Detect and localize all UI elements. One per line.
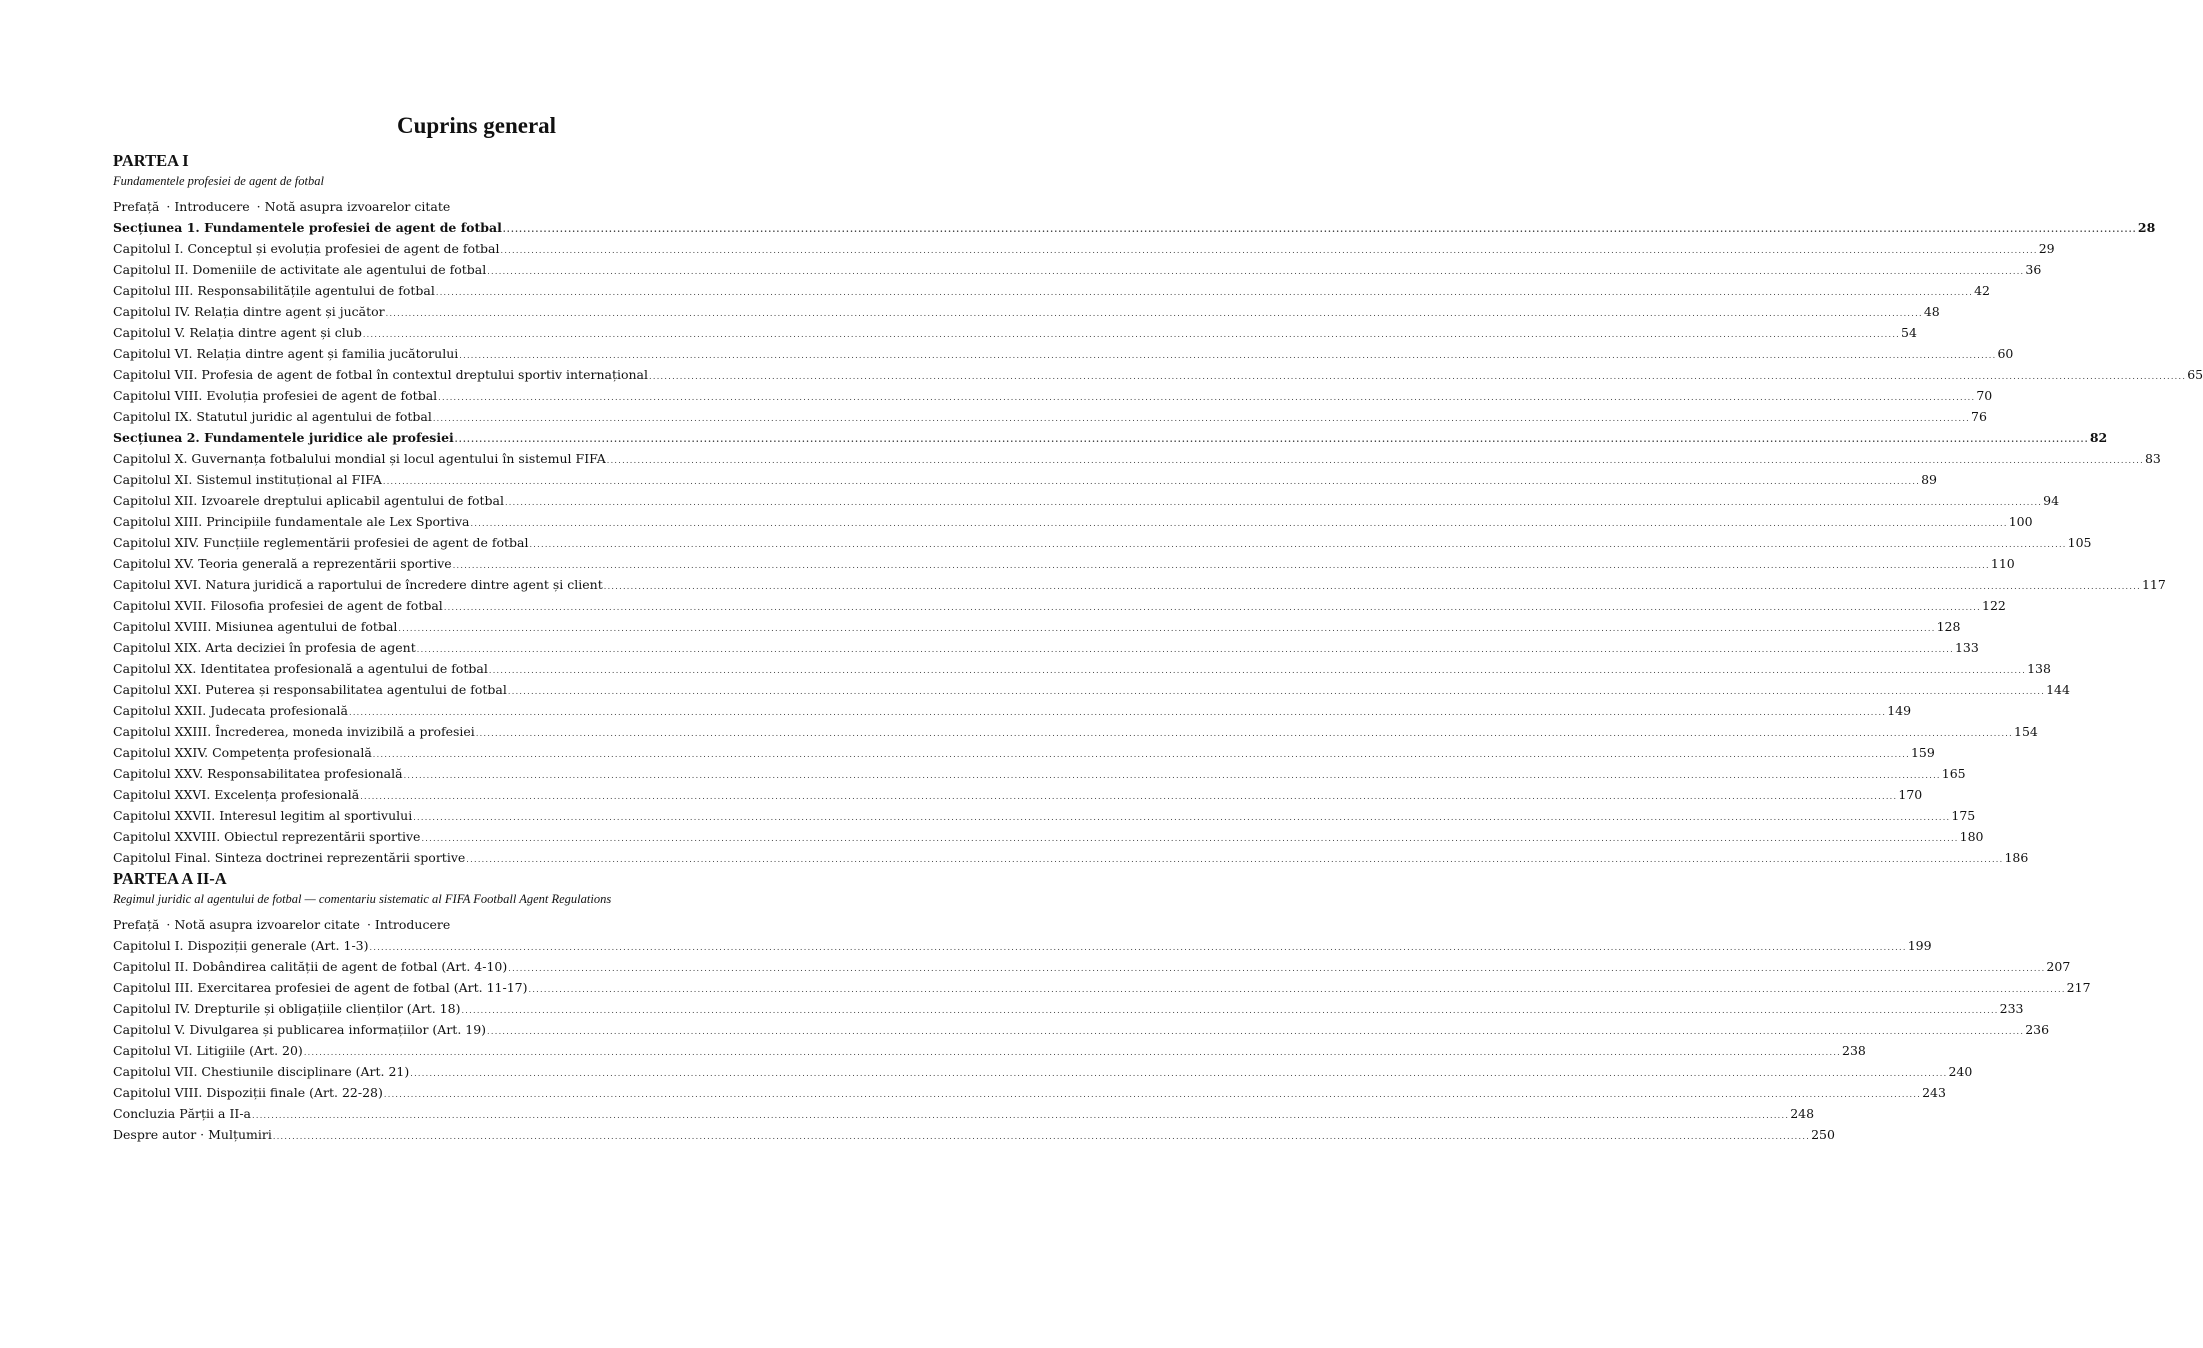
toc-entry-label: Capitolul XXIII. Încrederea, moneda invizibilă a profesiei [113, 724, 475, 739]
toc-entry-row[interactable] [113, 259, 2042, 280]
page-title: Cuprins general [396, 113, 557, 138]
dot-leader: ................................................................................................................................................................................................................................................................................................................................................................................................................ [416, 645, 1954, 654]
toc-page-number: 159 [1910, 745, 1935, 760]
dot-leader: ................................................................................................................................................................................................................................................................................................................................................................................................................ [603, 582, 2141, 591]
toc-entry-label: Capitolul VI. Litigiile (Art. 20) [113, 1043, 303, 1058]
part-heading: PARTEA A II-A [113, 869, 227, 888]
toc-page-number: 175 [1951, 808, 1976, 823]
toc-page-number: 180 [1959, 829, 1984, 844]
toc-entry-row[interactable] [113, 721, 2038, 742]
front-matter-item[interactable]: Prefață [113, 917, 160, 932]
toc-entry-label: Capitolul IX. Statutul juridic al agentului de fotbal [113, 409, 432, 424]
dot-leader: ................................................................................................................................................................................................................................................................................................................................................................................................................ [383, 1090, 1922, 1099]
toc-page-number: 217 [2066, 980, 2091, 995]
toc-entry-label: Capitolul III. Responsabilitățile agentului de fotbal [113, 283, 435, 298]
toc-page-number: 122 [1982, 598, 2006, 613]
separator-dot: · [256, 199, 261, 214]
toc-page-number: 128 [1936, 619, 1961, 634]
dot-leader: ................................................................................................................................................................................................................................................................................................................................................................................................................ [382, 477, 1921, 486]
front-matter-item[interactable]: Prefață [113, 199, 160, 214]
toc-entry-row[interactable] [113, 826, 1984, 847]
toc-entry-row[interactable] [113, 448, 2161, 469]
toc-entry-label: Capitolul V. Divulgarea și publicarea informațiilor (Art. 19) [113, 1022, 487, 1037]
dot-leader: ................................................................................................................................................................................................................................................................................................................................................................................................................ [435, 288, 1974, 297]
toc-section-row[interactable] [113, 427, 2108, 448]
toc-entry-row[interactable] [113, 511, 2033, 532]
toc-entry-label: Capitolul VIII. Dispoziții finale (Art. 22-28) [113, 1085, 383, 1100]
toc-entry-label: Capitolul X. Guvernanța fotbalului mondial și locul agentului în sistemul FIFA [113, 451, 606, 466]
toc-entry-row[interactable] [113, 595, 2006, 616]
toc-page-number: 149 [1887, 703, 1912, 718]
front-matter-line [113, 196, 826, 217]
toc-page-number: 29 [2038, 241, 2055, 256]
part-subtitle: Fundamentele profesiei de agent de fotbal [113, 174, 324, 188]
toc-entry-label: Secțiunea 2. Fundamentele juridice ale profesiei [113, 430, 454, 445]
toc-entry-label: Capitolul II. Dobândirea calității de agent de fotbal (Art. 4-10) [113, 959, 508, 974]
toc-page-number: 233 [1999, 1001, 2024, 1016]
toc-entry-label: Capitolul XX. Identitatea profesională a agentului de fotbal [113, 661, 488, 676]
toc-page-number: 133 [1954, 640, 1979, 655]
toc-entry-label: Capitolul XIII. Principiile fundamentale ale Lex Sportiva [113, 514, 470, 529]
dot-leader: ................................................................................................................................................................................................................................................................................................................................................................................................................ [529, 540, 2067, 549]
dot-leader: ................................................................................................................................................................................................................................................................................................................................................................................................................ [466, 855, 2004, 864]
toc-entry-row[interactable] [113, 805, 1976, 826]
toc-entry-label: Secțiunea 1. Fundamentele profesiei de agent de fotbal [113, 220, 502, 235]
toc-page-number: 186 [2004, 850, 2029, 865]
toc-page-number: 76 [1971, 409, 1987, 424]
toc-entry-label: Concluzia Părții a II-a [113, 1106, 252, 1121]
front-matter-item[interactable]: Notă asupra izvoarelor citate [264, 199, 451, 214]
toc-page-number: 199 [1907, 938, 1932, 953]
toc-page-number: 144 [2046, 682, 2070, 697]
dot-leader: ................................................................................................................................................................................................................................................................................................................................................................................................................ [369, 943, 1907, 952]
toc-entry-row[interactable] [113, 1019, 2050, 1040]
dot-leader: ................................................................................................................................................................................................................................................................................................................................................................................................................ [488, 666, 2027, 675]
toc-entry-row[interactable] [113, 763, 1966, 784]
toc-entry-row[interactable] [113, 532, 2092, 553]
toc-page-number: 54 [1901, 325, 1917, 340]
toc-entry-label: Despre autor · Mulțumiri [113, 1127, 272, 1142]
dot-leader: ................................................................................................................................................................................................................................................................................................................................................................................................................ [432, 414, 1971, 423]
toc-entry-label: Capitolul XV. Teoria generală a reprezentării sportive [113, 556, 452, 571]
dot-leader: ................................................................................................................................................................................................................................................................................................................................................................................................................ [410, 1069, 1948, 1078]
toc-entry-row[interactable] [113, 742, 1935, 763]
toc-entry-row[interactable] [113, 977, 2091, 998]
toc-entry-row[interactable] [113, 616, 1961, 637]
dot-leader: ................................................................................................................................................................................................................................................................................................................................................................................................................ [470, 519, 2008, 528]
dot-leader: ................................................................................................................................................................................................................................................................................................................................................................................................................ [507, 687, 2046, 696]
toc-entry-label: Capitolul XVIII. Misiunea agentului de fotbal [113, 619, 398, 634]
toc-entry-label: Capitolul Final. Sinteza doctrinei reprezentării sportive [113, 850, 466, 865]
separator-dot: · [166, 917, 171, 932]
toc-entry-label: Capitolul XXII. Judecata profesională [113, 703, 348, 718]
toc-entry-row[interactable] [113, 1061, 1973, 1082]
toc-entry-label: Capitolul XXI. Puterea și responsabilitatea agentului de fotbal [113, 682, 507, 697]
toc-section-row[interactable] [113, 217, 2156, 238]
toc-page-number: 60 [1997, 346, 2014, 361]
separator-dot: · [166, 199, 171, 214]
dot-leader: ................................................................................................................................................................................................................................................................................................................................................................................................................ [500, 246, 2038, 255]
toc-page-number: 36 [2025, 262, 2042, 277]
toc-entry-row[interactable] [113, 956, 2071, 977]
toc-page-number: 110 [1990, 556, 2015, 571]
toc-entry-label: Capitolul XXVIII. Obiectul reprezentării sportive [113, 829, 421, 844]
toc-entry-row[interactable] [113, 364, 2203, 385]
dot-leader: ................................................................................................................................................................................................................................................................................................................................................................................................................ [504, 498, 2043, 507]
toc-entry-label: Capitolul VIII. Evoluția profesiei de agent de fotbal [113, 388, 438, 403]
front-matter-item[interactable]: Introducere [174, 199, 250, 214]
toc-entry-label: Capitolul XVII. Filosofia profesiei de agent de fotbal [113, 598, 443, 613]
toc-entry-row[interactable] [113, 574, 2166, 595]
toc-entry-label: Capitolul XIV. Funcțiile reglementării profesiei de agent de fotbal [113, 535, 529, 550]
toc-entry-row[interactable] [113, 238, 2055, 259]
dot-leader: ................................................................................................................................................................................................................................................................................................................................................................................................................ [459, 351, 1997, 360]
toc-entry-label: Capitolul VII. Profesia de agent de fotbal în contextul dreptului sportiv internațional [113, 367, 649, 382]
toc-page-number: 65 [2187, 367, 2203, 382]
toc-entry-row[interactable] [113, 847, 2029, 868]
dot-leader: ................................................................................................................................................................................................................................................................................................................................................................................................................ [272, 1132, 1811, 1141]
toc-entry-row[interactable] [113, 679, 2070, 700]
toc-page-number: 240 [1948, 1064, 1973, 1079]
dot-leader: ................................................................................................................................................................................................................................................................................................................................................................................................................ [421, 834, 1959, 843]
toc-page-number: 238 [1842, 1043, 1866, 1058]
toc-entry-row[interactable] [113, 490, 2060, 511]
toc-page-number: 170 [1898, 787, 1923, 802]
front-matter-item[interactable]: Notă asupra izvoarelor citate [174, 917, 360, 932]
dot-leader: ................................................................................................................................................................................................................................................................................................................................................................................................................ [487, 1027, 2025, 1036]
toc-entry-row[interactable] [113, 553, 2015, 574]
dot-leader: ................................................................................................................................................................................................................................................................................................................................................................................................................ [252, 1111, 1790, 1120]
toc-entry-row[interactable] [113, 385, 1993, 406]
toc-entry-row[interactable] [113, 1040, 1866, 1061]
part-section [113, 868, 2091, 1145]
table-of-contents [113, 150, 2203, 1145]
toc-entry-row[interactable] [113, 935, 1932, 956]
dot-leader: ................................................................................................................................................................................................................................................................................................................................................................................................................ [649, 372, 2187, 381]
toc-entry-row[interactable] [113, 406, 1987, 427]
dot-leader: ................................................................................................................................................................................................................................................................................................................................................................................................................ [452, 561, 1990, 570]
dot-leader: ................................................................................................................................................................................................................................................................................................................................................................................................................ [403, 771, 1941, 780]
dot-leader: ................................................................................................................................................................................................................................................................................................................................................................................................................ [475, 729, 2013, 738]
dot-leader: ................................................................................................................................................................................................................................................................................................................................................................................................................ [454, 434, 2089, 444]
toc-entry-label: Capitolul I. Dispoziții generale (Art. 1-3) [113, 938, 369, 953]
toc-entry-row[interactable] [113, 658, 2051, 679]
dot-leader: ................................................................................................................................................................................................................................................................................................................................................................................................................ [461, 1006, 1999, 1015]
part-section [113, 150, 2203, 868]
toc-entry-row[interactable] [113, 1082, 1946, 1103]
toc-entry-label: Capitolul XXIV. Competența profesională [113, 745, 372, 760]
dot-leader: ................................................................................................................................................................................................................................................................................................................................................................................................................ [398, 624, 1936, 633]
toc-entry-row[interactable] [113, 998, 2024, 1019]
dot-leader: ................................................................................................................................................................................................................................................................................................................................................................................................................ [303, 1048, 1842, 1057]
dot-leader: ................................................................................................................................................................................................................................................................................................................................................................................................................ [502, 224, 2137, 234]
toc-page-number: 94 [2043, 493, 2060, 508]
toc-page-number: 165 [1941, 766, 1966, 781]
toc-entry-label: Capitolul XIX. Arta deciziei în profesia de agent [113, 640, 416, 655]
part-heading: PARTEA I [113, 151, 189, 170]
toc-entry-label: Capitolul IV. Drepturile și obligațiile clienților (Art. 18) [113, 1001, 461, 1016]
toc-page-number: 82 [2089, 430, 2108, 445]
dot-leader: ................................................................................................................................................................................................................................................................................................................................................................................................................ [360, 792, 1898, 801]
toc-entry-row[interactable] [113, 637, 1979, 658]
dot-leader: ................................................................................................................................................................................................................................................................................................................................................................................................................ [528, 985, 2066, 994]
toc-entry-label: Capitolul XII. Izvoarele dreptului aplicabil agentului de fotbal [113, 493, 504, 508]
dot-leader: ................................................................................................................................................................................................................................................................................................................................................................................................................ [438, 393, 1976, 402]
toc-page-number: 28 [2137, 220, 2156, 235]
toc-entry-row[interactable] [113, 322, 1917, 343]
toc-page-number: 48 [1923, 304, 1940, 319]
toc-entry-label: Capitolul VI. Relația dintre agent și familia jucătorului [113, 346, 459, 361]
toc-entry-row[interactable] [113, 469, 1937, 490]
toc-entry-label: Capitolul VII. Chestiunile disciplinare (Art. 21) [113, 1064, 410, 1079]
toc-entry-label: Capitolul V. Relația dintre agent și club [113, 325, 362, 340]
toc-page-number: 154 [2014, 724, 2038, 739]
dot-leader: ................................................................................................................................................................................................................................................................................................................................................................................................................ [508, 964, 2046, 973]
toc-entry-label: Capitolul II. Domeniile de activitate ale agentului de fotbal [113, 262, 487, 277]
separator-dot: · [366, 917, 371, 932]
dot-leader: ................................................................................................................................................................................................................................................................................................................................................................................................................ [443, 603, 1981, 612]
toc-page-number: 83 [2144, 451, 2161, 466]
dot-leader: ................................................................................................................................................................................................................................................................................................................................................................................................................ [385, 309, 1923, 318]
toc-page-number: 248 [1790, 1106, 1815, 1121]
toc-page-number: 105 [2067, 535, 2092, 550]
dot-leader: ................................................................................................................................................................................................................................................................................................................................................................................................................ [606, 456, 2144, 465]
dot-leader: ................................................................................................................................................................................................................................................................................................................................................................................................................ [413, 813, 1951, 822]
dot-leader: ................................................................................................................................................................................................................................................................................................................................................................................................................ [349, 708, 1887, 717]
toc-entry-row[interactable] [113, 1124, 1835, 1145]
dot-leader: ................................................................................................................................................................................................................................................................................................................................................................................................................ [372, 750, 1910, 759]
toc-entry-row[interactable] [113, 280, 1990, 301]
toc-entry-label: Capitolul XXV. Responsabilitatea profesională [113, 766, 403, 781]
toc-entry-label: Capitolul XI. Sistemul instituțional al FIFA [113, 472, 382, 487]
toc-page-number: 70 [1976, 388, 1993, 403]
toc-entry-label: Capitolul XXVI. Excelența profesională [113, 787, 360, 802]
toc-page-number: 100 [2008, 514, 2033, 529]
toc-page-number: 243 [1922, 1085, 1946, 1100]
toc-page-number: 250 [1811, 1127, 1835, 1142]
toc-entry-row[interactable] [113, 700, 1912, 721]
toc-entry-label: Capitolul XVI. Natura juridică a raportului de încredere dintre agent și client [113, 577, 603, 592]
toc-page-number: 117 [2141, 577, 2166, 592]
toc-entry-label: Capitolul IV. Relația dintre agent și jucător [113, 304, 385, 319]
part-subtitle: Regimul juridic al agentului de fotbal — comentariu sistematic al FIFA Football Agent Regulations [113, 892, 612, 906]
toc-entry-row[interactable] [113, 301, 1940, 322]
dot-leader: ................................................................................................................................................................................................................................................................................................................................................................................................................ [487, 267, 2025, 276]
toc-page-number: 42 [1974, 283, 1990, 298]
front-matter-line [113, 914, 826, 935]
toc-page-number: 236 [2025, 1022, 2050, 1037]
toc-entry-row[interactable] [113, 343, 2014, 364]
toc-entry-label: Capitolul I. Conceptul și evoluția profesiei de agent de fotbal [113, 241, 500, 256]
toc-entry-row[interactable] [113, 1103, 1815, 1124]
toc-page-number: 89 [1921, 472, 1937, 487]
dot-leader: ................................................................................................................................................................................................................................................................................................................................................................................................................ [362, 330, 1901, 339]
toc-page-number: 138 [2027, 661, 2051, 676]
toc-page-number: 207 [2046, 959, 2071, 974]
toc-entry-label: Capitolul XXVII. Interesul legitim al sportivului [113, 808, 413, 823]
front-matter-item[interactable]: Introducere [374, 917, 451, 932]
toc-entry-label: Capitolul III. Exercitarea profesiei de agent de fotbal (Art. 11-17) [113, 980, 528, 995]
toc-entry-row[interactable] [113, 784, 1923, 805]
